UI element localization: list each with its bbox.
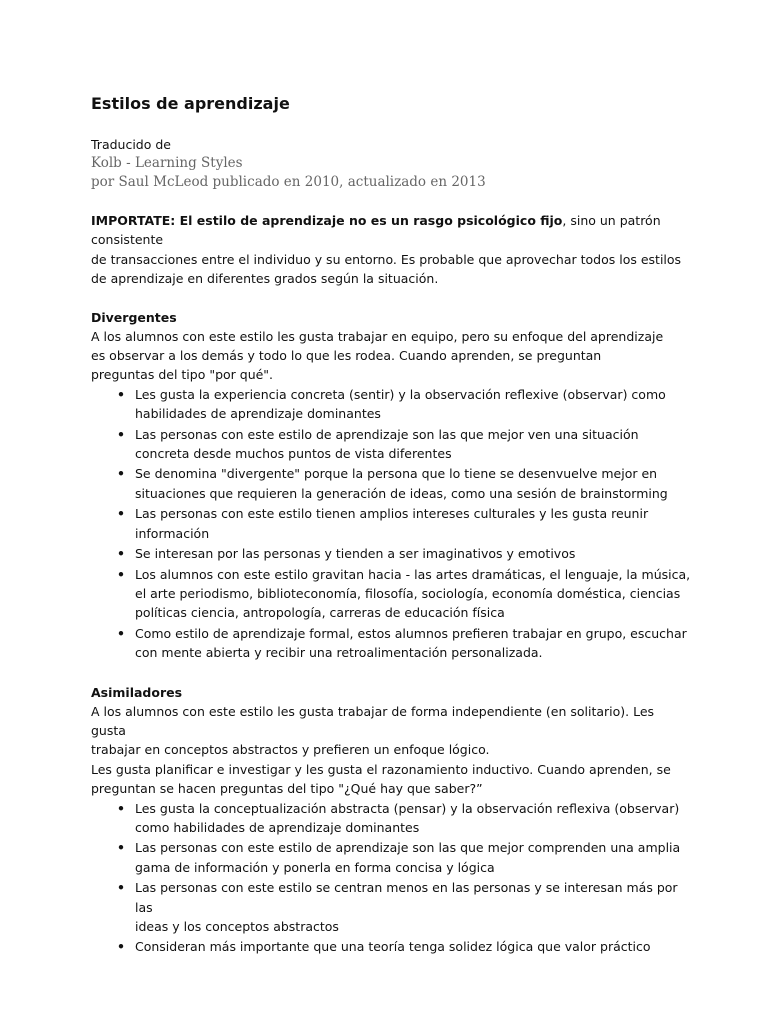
bullet-item <box>91 565 691 623</box>
intro-line: es observar a los demás y todo lo que les rodea. Cuando aprenden, se preguntan <box>91 348 602 364</box>
bullet-icon: • <box>117 566 125 582</box>
bullet-text-line: situaciones que requieren la generación de ideas, como una sesión de brainstorming <box>135 485 668 501</box>
bullet-item <box>91 425 691 464</box>
bullet-text-line: Los alumnos con este estilo gravitan hacia - las artes dramáticas, el lenguaje, la música, <box>135 566 691 582</box>
bullet-text-line: Como estilo de aprendizaje formal, estos alumnos prefieren trabajar en grupo, escuchar <box>135 625 687 641</box>
bullet-text-line: Las personas con este estilo tienen amplios intereses culturales y les gusta reunir <box>135 506 649 522</box>
bullet-text-line: concreta desde muchos puntos de vista diferentes <box>135 446 452 462</box>
section-intro <box>91 327 691 385</box>
bullet-icon: • <box>117 939 125 955</box>
important-rest: , sino un patrón consistente <box>91 213 661 248</box>
bullet-text-line: ideas y los conceptos abstractos <box>135 919 339 934</box>
bullet-item <box>91 937 691 956</box>
important-line-3: de aprendizaje en diferentes grados según la situación. <box>91 271 439 287</box>
important-lead: IMPORTATE: <box>91 213 176 228</box>
source-block <box>91 135 691 192</box>
bullet-text-line: habilidades de aprendizaje dominantes <box>135 406 381 422</box>
bullet-text-line: como habilidades de aprendizaje dominantes <box>135 819 420 835</box>
bullet-icon: • <box>117 840 125 856</box>
bullet-item <box>91 464 691 503</box>
bullet-icon: • <box>117 546 125 562</box>
bullet-item <box>91 838 691 877</box>
bullet-text-line: Se interesan por las personas y tienden a ser imaginativos y emotivos <box>135 546 576 562</box>
bullet-item <box>91 544 691 563</box>
bullet-icon: • <box>117 426 125 442</box>
bullet-item <box>91 385 691 424</box>
intro-line: A los alumnos con este estilo les gusta trabajar de forma independiente (en solitario). Les gusta <box>91 703 655 738</box>
bullet-icon: • <box>117 625 125 641</box>
bullet-text-line: Consideran más importante que una teoría tenga solidez lógica que valor práctico <box>135 939 651 955</box>
bullet-icon: • <box>117 880 125 896</box>
document-body <box>91 94 691 958</box>
section-divergentes <box>91 308 691 663</box>
bullet-icon: • <box>117 800 125 816</box>
intro-line: preguntan se hacen preguntas del tipo "¿Qué hay que saber?” <box>91 781 483 797</box>
bullet-text-line: Les gusta la conceptualización abstracta (pensar) y la observación reflexiva (observar) <box>135 800 680 816</box>
bullet-text-line: políticas ciencia, antropología, carreras de educación física <box>135 605 505 621</box>
intro-line: trabajar en conceptos abstractos y prefieren un enfoque lógico. <box>91 742 490 758</box>
bullet-text-line: Les gusta la experiencia concreta (sentir) y la observación reflexive (observar) como <box>135 386 666 402</box>
bullet-text-line: gama de información y ponerla en forma concisa y lógica <box>135 859 495 875</box>
bullet-text-line: Las personas con este estilo de aprendizaje son las que mejor comprenden una amplia <box>135 840 681 856</box>
important-bold-text: El estilo de aprendizaje no es un rasgo psicológico fijo <box>175 213 563 228</box>
bullet-list <box>91 799 691 957</box>
bullet-item <box>91 799 691 838</box>
section-heading: Asimiladores <box>91 684 183 700</box>
bullet-text-line: Las personas con este estilo de aprendizaje son las que mejor ven una situación <box>135 426 639 442</box>
important-note <box>91 211 691 289</box>
source-byline: por Saul McLeod publicado en 2010, actualizado en 2013 <box>91 174 486 190</box>
important-line-2: de transacciones entre el individuo y su entorno. Es probable que aprovechar todos los estilos <box>91 251 682 267</box>
source-title: Kolb - Learning Styles <box>91 155 243 171</box>
bullet-text-line: Se denomina "divergente" porque la persona que lo tiene se desenvuelve mejor en <box>135 466 658 482</box>
bullet-icon: • <box>117 386 125 402</box>
bullet-text-line: Las personas con este estilo se centran menos en las personas y se interesan más por las <box>135 880 678 915</box>
section-intro <box>91 702 691 799</box>
bullet-item <box>91 624 691 663</box>
translated-label: Traducido de <box>91 137 171 152</box>
section-heading: Divergentes <box>91 309 177 325</box>
bullet-text-line: con mente abierta y recibir una retroalimentación personalizada. <box>135 645 543 661</box>
bullet-icon: • <box>117 506 125 522</box>
intro-line: Les gusta planificar e investigar y les gusta el razonamiento inductivo. Cuando aprenden, se <box>91 761 671 777</box>
bullet-text-line: el arte periodismo, biblioteconomía, filosofía, sociología, economía doméstica, ciencias <box>135 585 681 601</box>
bullet-icon: • <box>117 466 125 482</box>
bullet-item <box>91 878 691 936</box>
section-asimiladores <box>91 683 691 957</box>
bullet-item <box>91 504 691 543</box>
intro-line: A los alumnos con este estilo les gusta trabajar en equipo, pero su enfoque del aprendizaje <box>91 328 664 344</box>
intro-line: preguntas del tipo "por qué". <box>91 367 274 383</box>
document-title: Estilos de aprendizaje <box>91 94 290 113</box>
bullet-text-line: información <box>135 525 210 541</box>
bullet-list <box>91 385 691 663</box>
